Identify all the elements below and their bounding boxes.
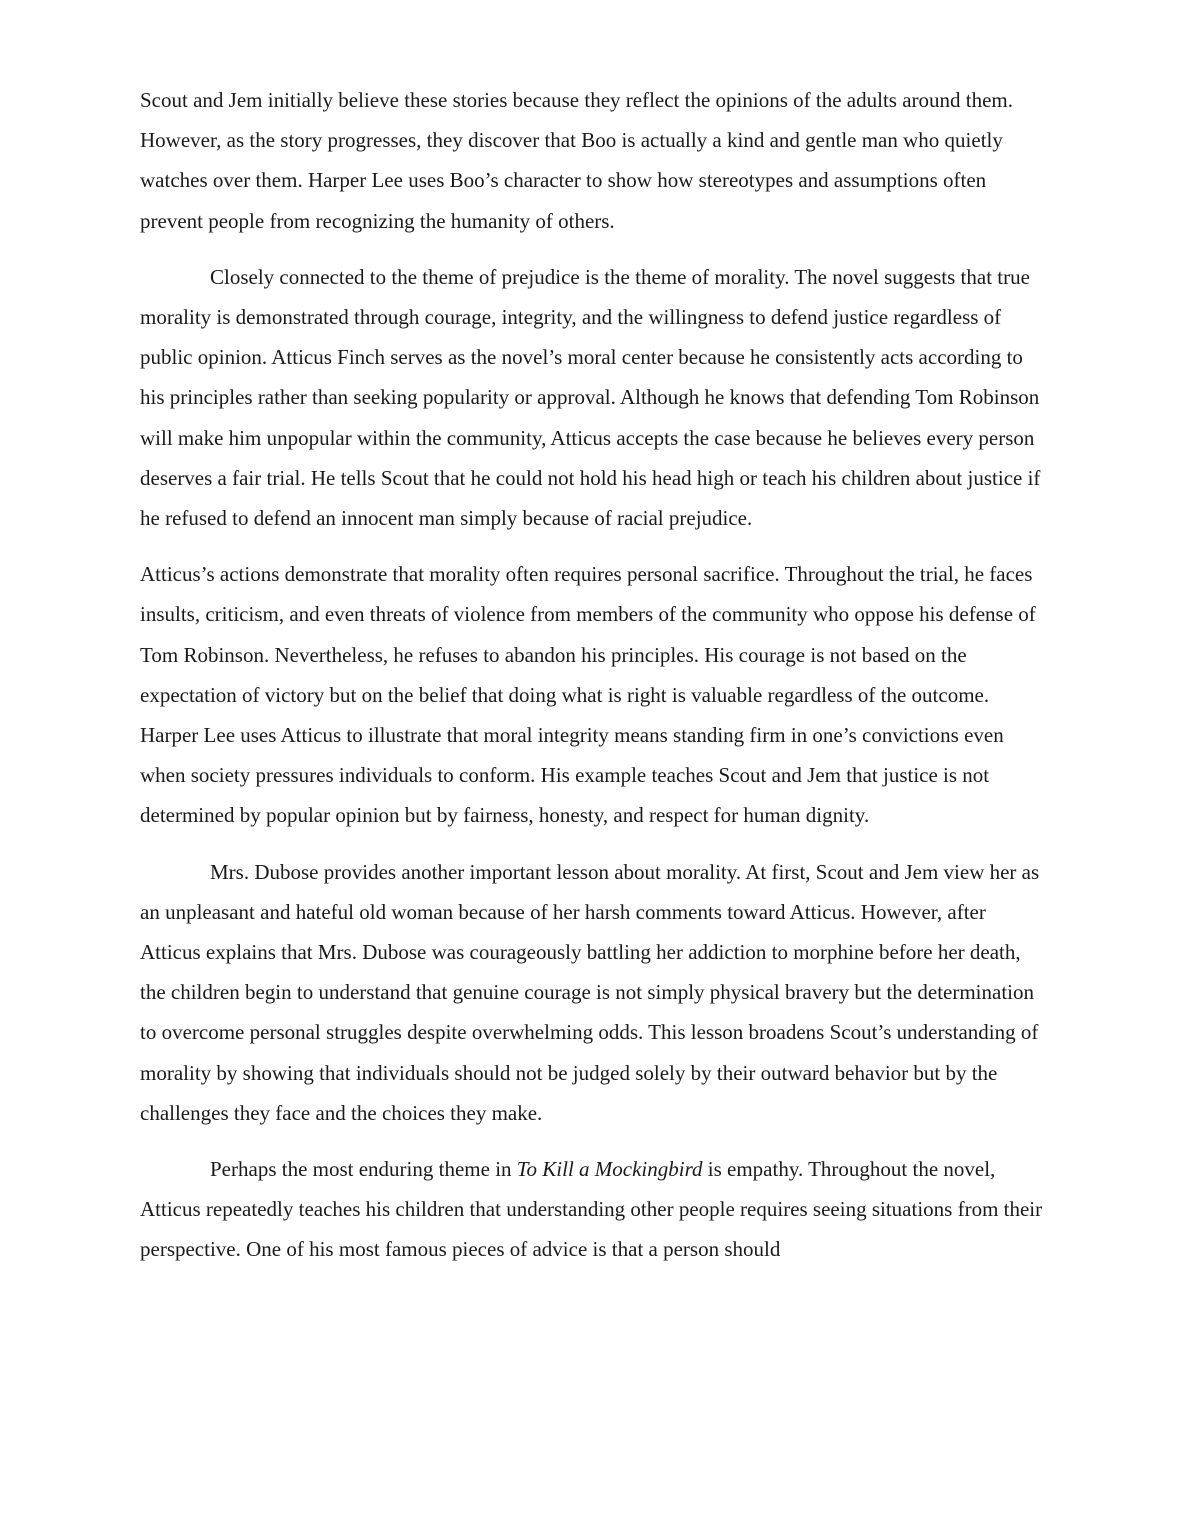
paragraph-empathy bbox=[140, 1149, 1050, 1270]
essay-body bbox=[140, 80, 1050, 1286]
paragraph-morality: Closely connected to the theme of prejudice is the theme of morality. The novel suggests that true morality is demonstrated through courage, integrity, and the willingness to defend justice regardless of public opinion. Atticus Finch serves as the novel’s moral center because he consistently acts according to his principles rather than seeking popularity or approval. Although he knows that defending Tom Robinson will make him unpopular within the community, Atticus accepts the case because he believes every person deserves a fair trial. He tells Scout that he could not hold his head high or teach his children about justice if he refused to defend an innocent man simply because of racial prejudice. bbox=[140, 264, 1041, 531]
novel-title: To Kill a Mockingbird bbox=[516, 1157, 703, 1182]
empathy-text-start: Perhaps the most enduring theme in bbox=[210, 1157, 517, 1182]
paragraph-mrs-dubose: Mrs. Dubose provides another important lesson about morality. At first, Scout and Jem view her as an unpleasant and hateful old woman because of her harsh comments toward Atticus. However, after Atticus explains that Mrs. Dubose was courageously battling her addiction to morphine before her death, the children begin to understand that genuine courage is not simply physical bravery but the determination to overcome personal struggles despite overwhelming odds. This lesson broadens Scout’s understanding of morality by showing that individuals should not be judged solely by their outward behavior but by the challenges they face and the choices they make. bbox=[140, 859, 1040, 1125]
paragraph-atticus-sacrifice: Atticus’s actions demonstrate that morality often requires personal sacrifice. Throughout the trial, he faces insults, criticism, and even threats of violence from members of the community who oppose his defense of Tom Robinson. Nevertheless, he refuses to abandon his principles. His courage is not based on the expectation of victory but on the belief that doing what is right is valuable regardless of the outcome. Harper Lee uses Atticus to illustrate that moral integrity means standing firm in one’s convictions even when society pressures individuals to conform. His example teaches Scout and Jem that justice is not determined by popular opinion but by fairness, honesty, and respect for human dignity. bbox=[140, 562, 1036, 828]
empathy-text-end: is empathy. Throughout the novel, Atticus repeatedly teaches his children that understanding other people requires seeing situations from their perspective. One of his most famous pieces of advice is that a person should bbox=[140, 1157, 1043, 1262]
paragraph-boo-radley: Scout and Jem initially believe these stories because they reflect the opinions of the adults around them. However, as the story progresses, they discover that Boo is actually a kind and gentle man who quietly watches over them. Harper Lee uses Boo’s character to show how stereotypes and assumptions often prevent people from recognizing the humanity of others. bbox=[140, 88, 1014, 233]
